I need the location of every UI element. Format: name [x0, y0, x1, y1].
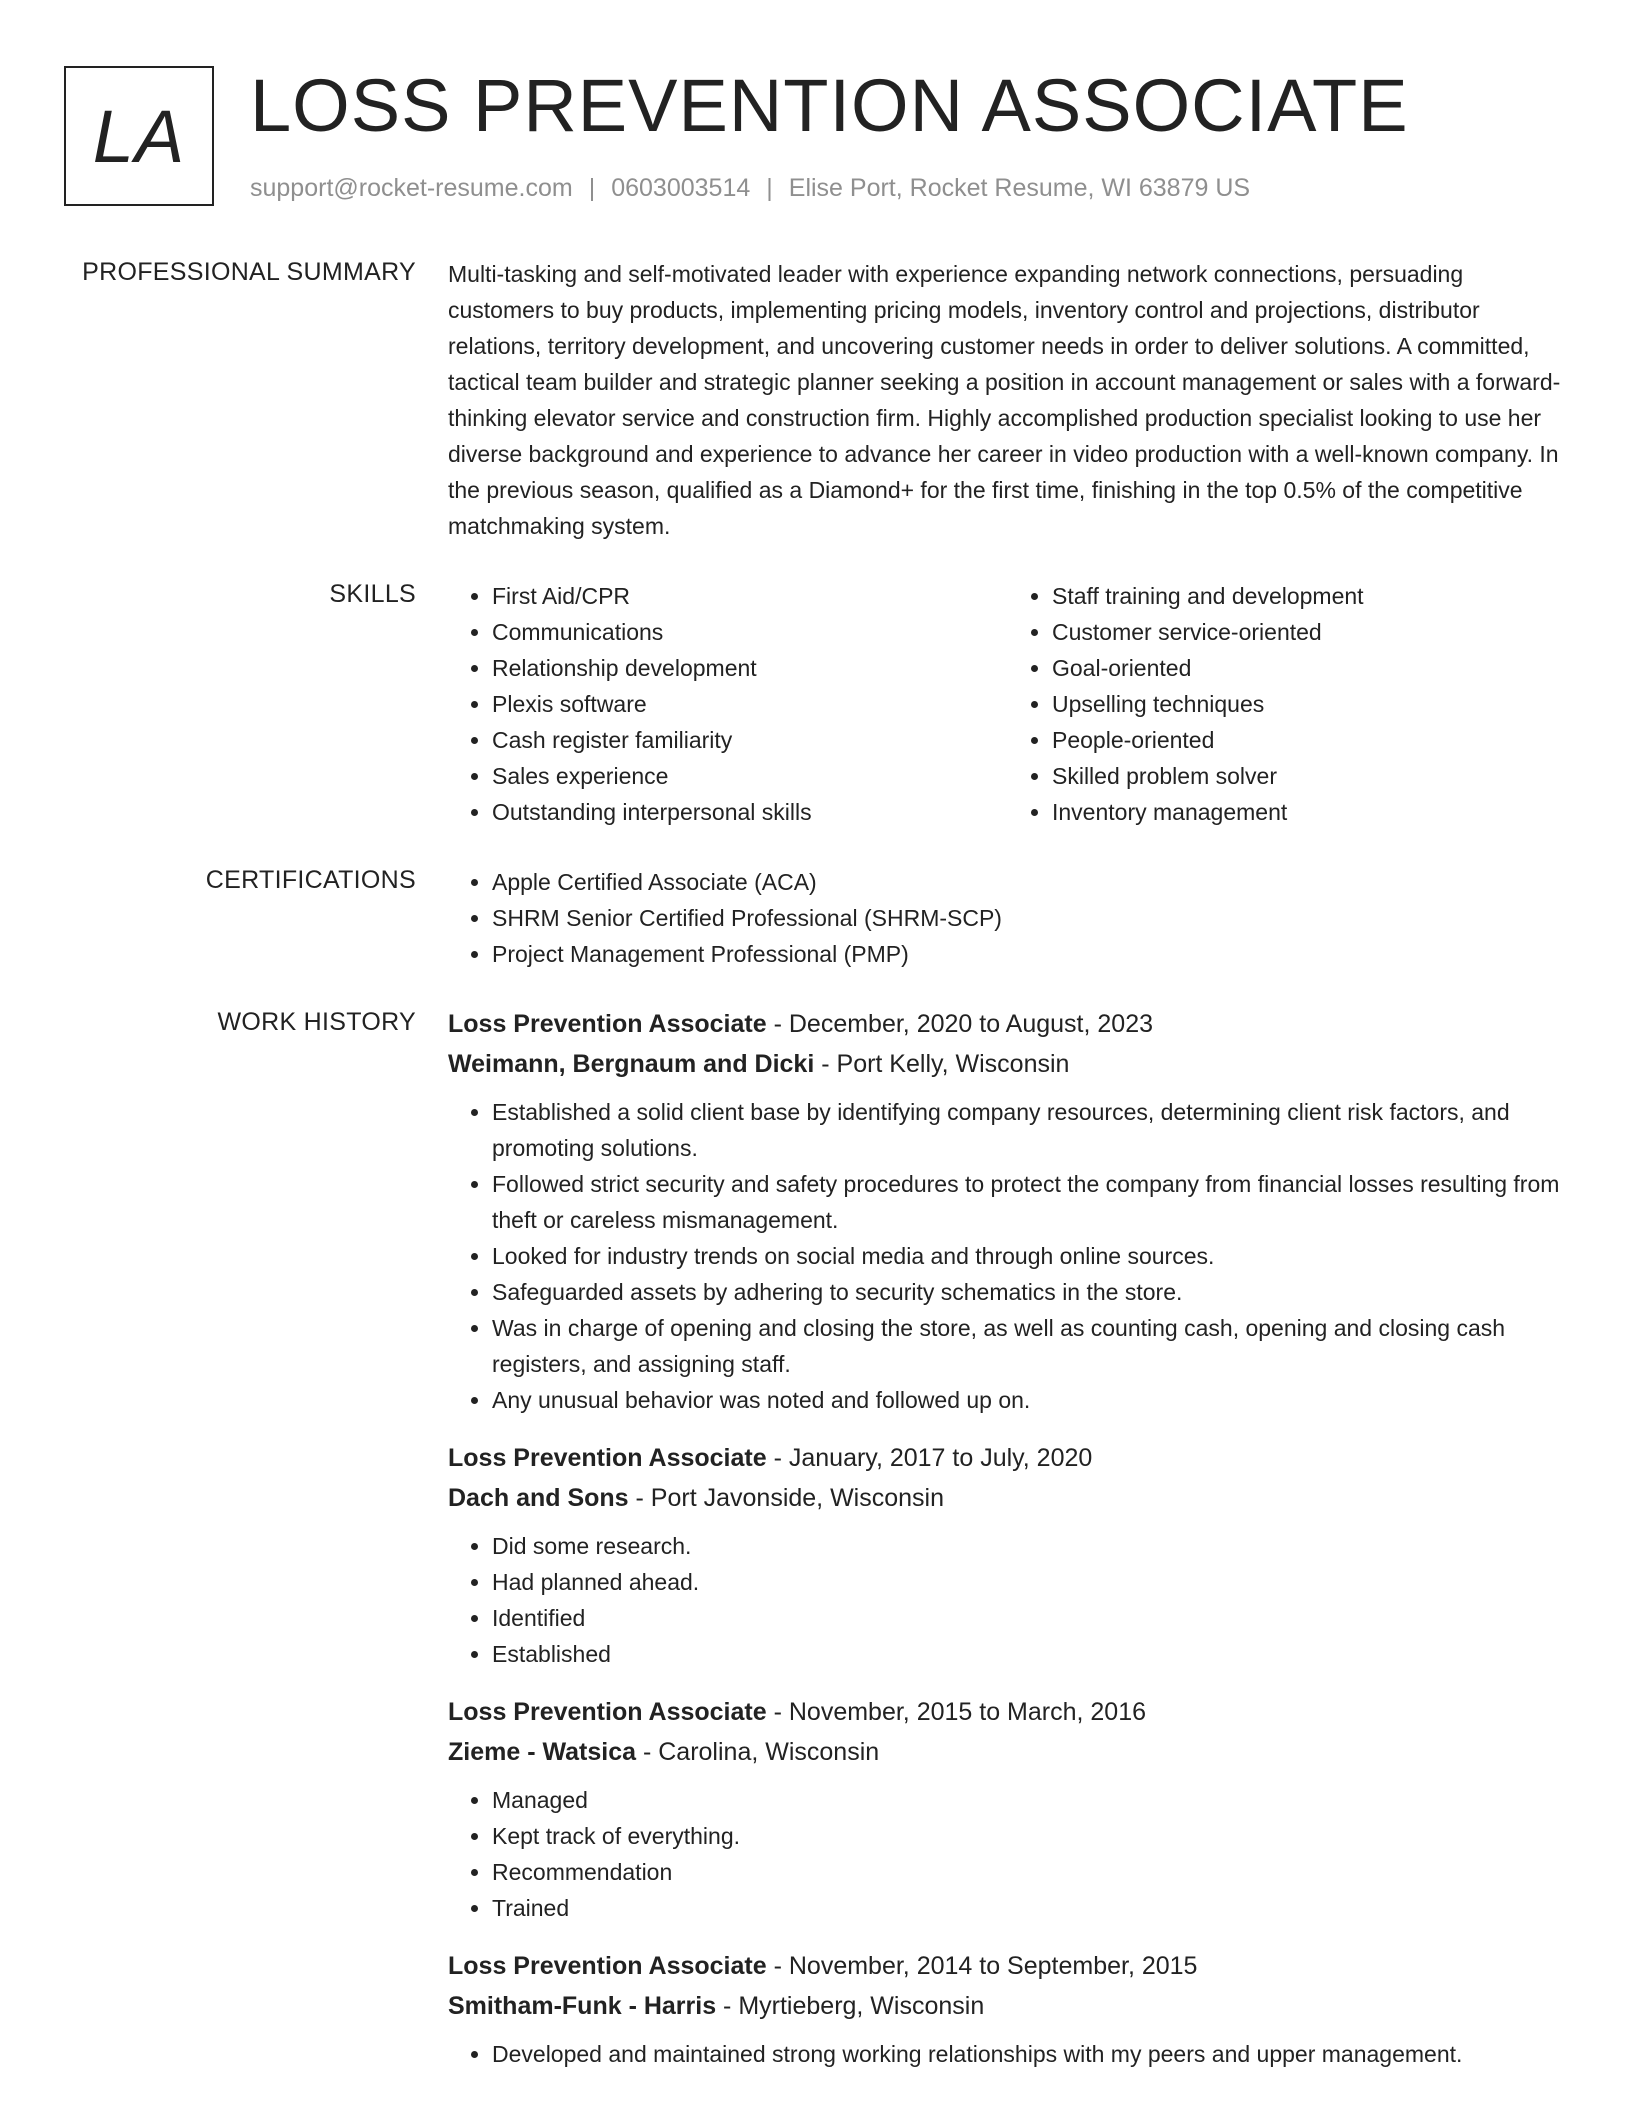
job-company-line	[448, 1478, 1568, 1518]
job-bullet: • Safeguarded assets by adhering to security schematics in the store.	[492, 1274, 1568, 1310]
job-bullets	[448, 1782, 1568, 1926]
certifications-body	[448, 864, 1568, 972]
job-title: Loss Prevention Associate	[448, 1444, 767, 1472]
contact-separator: |	[588, 174, 596, 202]
job-bullet: • Trained	[492, 1890, 1568, 1926]
summary-body	[448, 256, 1568, 544]
skill-item: • Skilled problem solver	[1052, 758, 1568, 794]
job-bullet: • Looked for industry trends on social media and through online sources.	[492, 1238, 1568, 1274]
job-bullet: • Had planned ahead.	[492, 1564, 1568, 1600]
job-bullet: • Established a solid client base by identifying company resources, determining client risk factors, and promoting solutions.	[492, 1094, 1568, 1166]
work-history-body	[448, 1004, 1568, 2092]
skill-item: • Inventory management	[1052, 794, 1568, 830]
job-bullet: • Identified	[492, 1600, 1568, 1636]
skill-item: • Goal-oriented	[1052, 650, 1568, 686]
skill-item: • Plexis software	[492, 686, 1008, 722]
skill-item: • Upselling techniques	[1052, 686, 1568, 722]
job-dates: - December, 2020 to August, 2023	[766, 1010, 1154, 1038]
skill-item: • Outstanding interpersonal skills	[492, 794, 1008, 830]
job-dates: - November, 2015 to March, 2016	[766, 1698, 1147, 1726]
job-company: Dach and Sons	[448, 1484, 629, 1512]
page-title: LOSS PREVENTION ASSOCIATE	[250, 64, 1409, 147]
section-label-summary: PROFESSIONAL SUMMARY	[82, 258, 416, 286]
skills-body	[448, 578, 1568, 830]
job-bullets	[448, 2036, 1568, 2072]
job-bullets	[448, 1094, 1568, 1418]
job-company: Weimann, Bergnaum and Dicki	[448, 1050, 815, 1078]
job-title-line	[448, 1692, 1568, 1732]
skill-item: • Staff training and development	[1052, 578, 1568, 614]
skill-item: • Cash register familiarity	[492, 722, 1008, 758]
summary-text: Multi-tasking and self-motivated leader with experience expanding network connections, persuading customers to buy products, implementing pricing models, inventory control and projections, distributor relations, territory development, and uncovering customer needs in order to deliver solutions. A committed, tactical team builder and strategic planner seeking a position in account management or sales with a forward-thinking elevator service and construction firm. Highly accomplished production specialist looking to use her diverse background and experience to advance her career in video production with a well-known company. In the previous season, qualified as a Diamond+ for the first time, finishing in the top 0.5% of the competitive matchmaking system.	[448, 261, 1561, 539]
job-title-line	[448, 1004, 1568, 1044]
job-entry	[448, 1946, 1568, 2072]
job-entry	[448, 1438, 1568, 1672]
contact-line	[250, 174, 1250, 203]
skill-item: • Relationship development	[492, 650, 1008, 686]
job-bullet: • Managed	[492, 1782, 1568, 1818]
section-label-skills: SKILLS	[329, 580, 416, 608]
job-company: Zieme - Watsica	[448, 1738, 637, 1766]
job-dates: - January, 2017 to July, 2020	[766, 1444, 1093, 1472]
skill-item: • Customer service-oriented	[1052, 614, 1568, 650]
job-company-line	[448, 1044, 1568, 1084]
skill-item: • First Aid/CPR	[492, 578, 1008, 614]
job-bullet: • Any unusual behavior was noted and followed up on.	[492, 1382, 1568, 1418]
certification-item: • SHRM Senior Certified Professional (SHRM-SCP)	[492, 900, 1568, 936]
skill-item: • Sales experience	[492, 758, 1008, 794]
skill-item: • Communications	[492, 614, 1008, 650]
job-bullet: • Developed and maintained strong working relationships with my peers and upper management.	[492, 2036, 1568, 2072]
job-bullet: • Recommendation	[492, 1854, 1568, 1890]
section-label-work-history: WORK HISTORY	[217, 1008, 416, 1036]
certification-item: • Apple Certified Associate (ACA)	[492, 864, 1568, 900]
contact-phone: 0603003514	[611, 174, 751, 202]
job-entry	[448, 1004, 1568, 1418]
job-bullet: • Established	[492, 1636, 1568, 1672]
job-company-line	[448, 1732, 1568, 1772]
job-bullet: • Was in charge of opening and closing the store, as well as counting cash, opening and closing cash registers, and assigning staff.	[492, 1310, 1568, 1382]
skill-item: • People-oriented	[1052, 722, 1568, 758]
job-bullet: • Kept track of everything.	[492, 1818, 1568, 1854]
monogram-logo: LA	[64, 66, 214, 206]
job-dates: - November, 2014 to September, 2015	[766, 1952, 1198, 1980]
job-title: Loss Prevention Associate	[448, 1010, 767, 1038]
contact-separator: |	[766, 174, 773, 202]
job-entry	[448, 1692, 1568, 1926]
job-title-line	[448, 1946, 1568, 1986]
skills-list-right	[1008, 578, 1568, 830]
skills-list-left	[448, 578, 1008, 830]
job-company-line	[448, 1986, 1568, 2026]
certifications-list	[448, 864, 1568, 972]
job-location: - Port Kelly, Wisconsin	[814, 1050, 1070, 1078]
job-bullet: • Did some research.	[492, 1528, 1568, 1564]
job-location: - Port Javonside, Wisconsin	[628, 1484, 944, 1512]
resume-header	[64, 66, 1584, 226]
job-bullet: • Followed strict security and safety procedures to protect the company from financial losses resulting from theft or careless mismanagement.	[492, 1166, 1568, 1238]
job-location: - Carolina, Wisconsin	[636, 1738, 880, 1766]
job-company: Smitham-Funk - Harris	[448, 1992, 717, 2020]
contact-email: support@rocket-resume.com	[250, 174, 573, 202]
job-location: - Myrtieberg, Wisconsin	[716, 1992, 985, 2020]
job-title: Loss Prevention Associate	[448, 1698, 767, 1726]
job-title: Loss Prevention Associate	[448, 1952, 767, 1980]
job-title-line	[448, 1438, 1568, 1478]
section-label-certifications: CERTIFICATIONS	[205, 866, 416, 894]
certification-item: • Project Management Professional (PMP)	[492, 936, 1568, 972]
job-bullets	[448, 1528, 1568, 1672]
contact-address: Elise Port, Rocket Resume, WI 63879 US	[788, 174, 1251, 202]
